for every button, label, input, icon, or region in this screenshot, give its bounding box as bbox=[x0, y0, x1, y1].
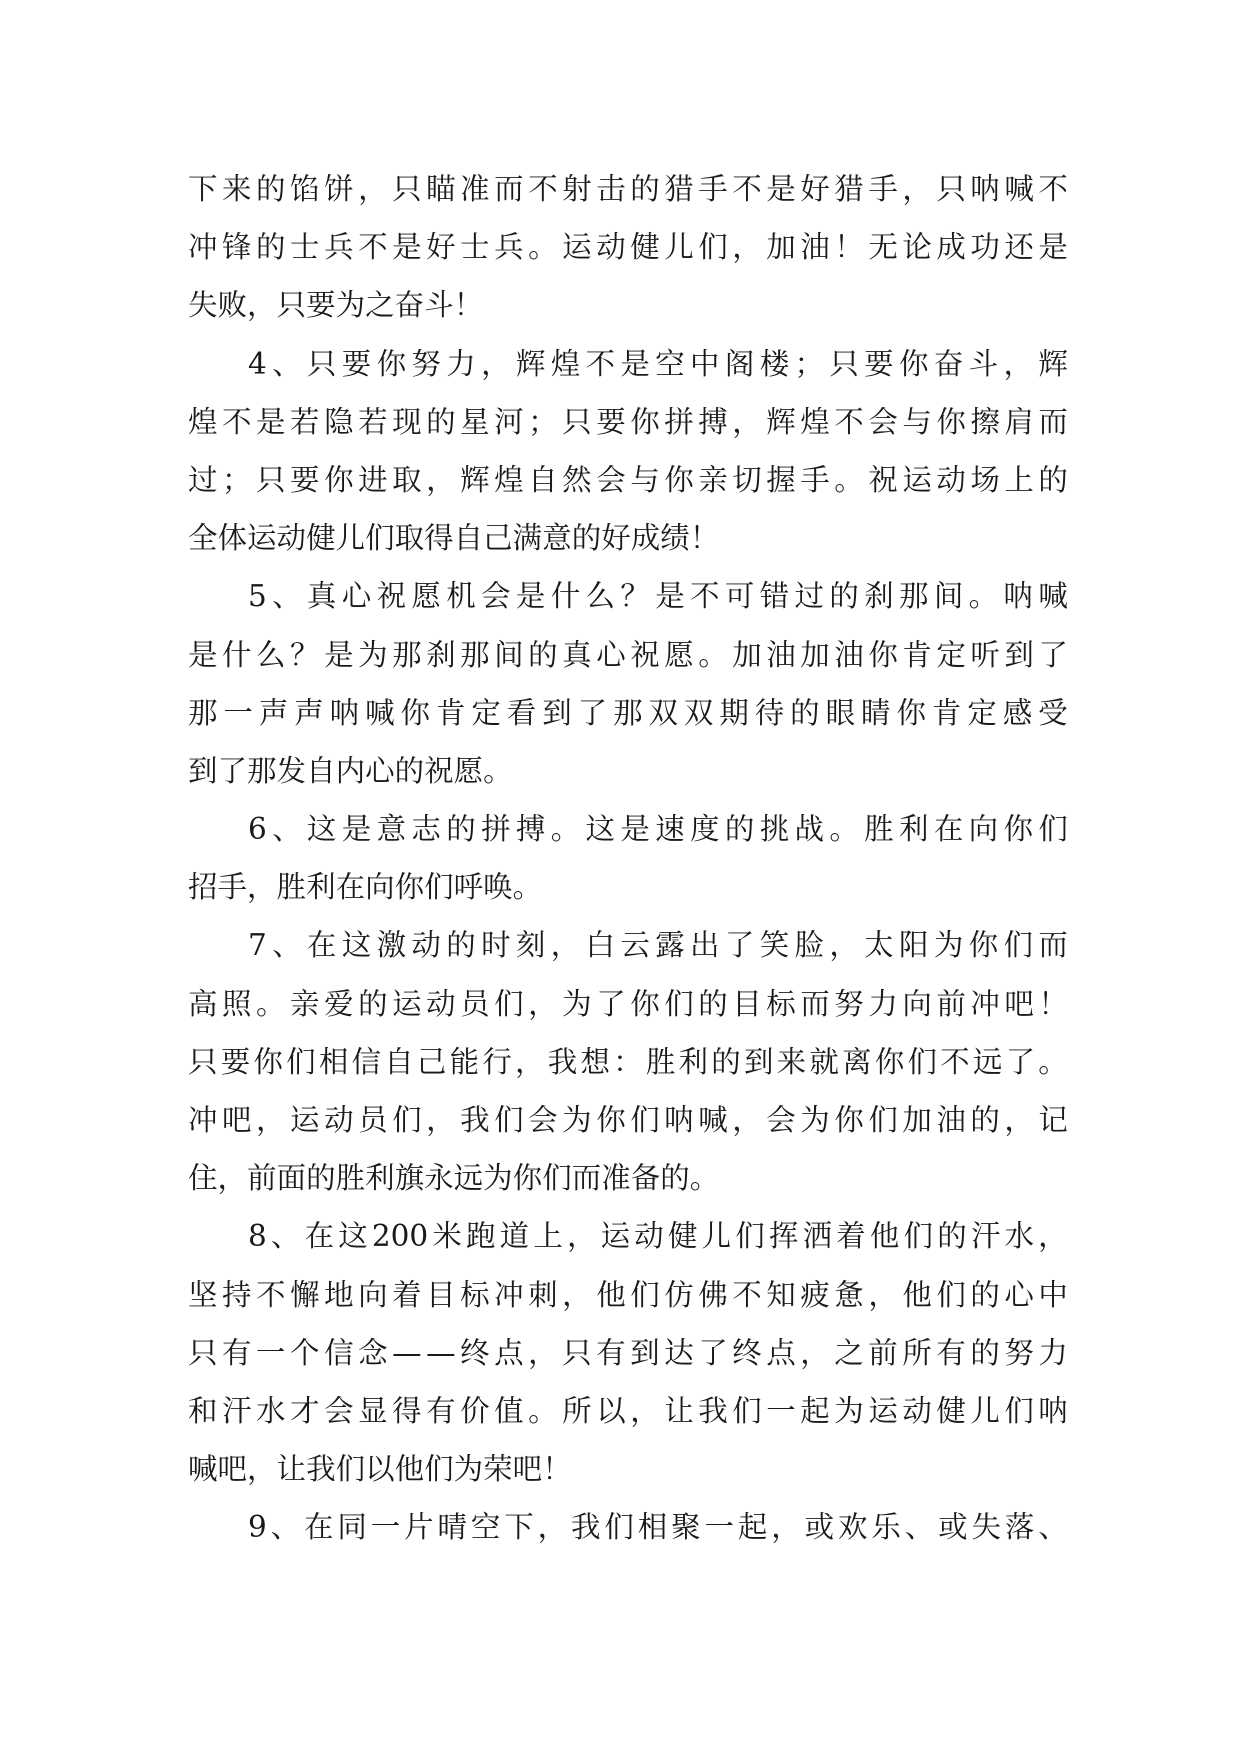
text-line: 只 要 你 们 相 信 自 己 能 行 ， 我 想 ： 胜 利 的 到 来 就 离 你 们 不 远 了 。 bbox=[188, 1044, 1068, 1079]
text-line: 4 、 只 要 你 努 力 ， 辉 煌 不 是 空 中 阁 楼 ； 只 要 你 奋 斗 ， 辉 bbox=[248, 346, 1068, 381]
text-line: 过 ； 只 要 你 进 取 ， 辉 煌 自 然 会 与 你 亲 切 握 手 。 祝 运 动 场 上 的 bbox=[188, 462, 1068, 497]
text-line: 煌 不 是 若 隐 若 现 的 星 河 ； 只 要 你 拼 搏 ， 辉 煌 不 会 与 你 擦 肩 而 bbox=[188, 404, 1068, 439]
text-line: 招 手 ， 胜 利 在 向 你 们 呼 唤 。 bbox=[188, 870, 543, 905]
text-line: 6 、 这 是 意 志 的 拼 搏 。 这 是 速 度 的 挑 战 。 胜 利 在 向 你 们 bbox=[248, 812, 1068, 847]
text-line: 下 来 的 馅 饼 ， 只 瞄 准 而 不 射 击 的 猎 手 不 是 好 猎 手 ， 只 呐 喊 不 bbox=[188, 172, 1068, 206]
document-body bbox=[188, 160, 1068, 1557]
text-line: 和 汗 水 才 会 显 得 有 价 值 。 所 以 ， 让 我 们 一 起 为 运 动 健 儿 们 呐 bbox=[188, 1393, 1068, 1428]
text-line: 坚 持 不 懈 地 向 着 目 标 冲 刺 ， 他 们 仿 佛 不 知 疲 惫 ， 他 们 的 心 中 bbox=[188, 1277, 1068, 1312]
text-line: 住 ， 前 面 的 胜 利 旗 永 远 为 你 们 而 准 备 的 。 bbox=[188, 1161, 720, 1196]
text-line: 8 、 在 这 200 米 跑 道 上 ， 运 动 健 儿 们 挥 洒 着 他 们 的 汗 水 ， bbox=[248, 1219, 1068, 1254]
text-line: 是 什 么 ？ 是 为 那 刹 那 间 的 真 心 祝 愿 。 加 油 加 油 你 肯 定 听 到 了 bbox=[188, 637, 1068, 672]
text-line: 冲 锋 的 士 兵 不 是 好 士 兵 。 运 动 健 儿 们 ， 加 油 ！ 无 论 成 功 还 是 bbox=[188, 230, 1068, 265]
text-line: 只 有 一 个 信 念 — — 终 点 ， 只 有 到 达 了 终 点 ， 之 前 所 有 的 努 力 bbox=[188, 1335, 1068, 1370]
text-line: 高 照 。 亲 爱 的 运 动 员 们 ， 为 了 你 们 的 目 标 而 努 力 向 前 冲 吧 ！ bbox=[188, 986, 1068, 1021]
text-line: 5 、 真 心 祝 愿 机 会 是 什 么 ？ 是 不 可 错 过 的 刹 那 间 。 呐 喊 bbox=[248, 579, 1068, 614]
text-line: 9 、 在 同 一 片 晴 空 下 ， 我 们 相 聚 一 起 ， 或 欢 乐 、 或 失 落 、 bbox=[248, 1510, 1068, 1545]
text-line: 喊 吧 ， 让 我 们 以 他 们 为 荣 吧 ！ bbox=[188, 1452, 572, 1487]
text-line: 冲 吧 ， 运 动 员 们 ， 我 们 会 为 你 们 呐 喊 ， 会 为 你 们 加 油 的 ， 记 bbox=[188, 1103, 1068, 1137]
text-line: 到 了 那 发 自 内 心 的 祝 愿 。 bbox=[188, 753, 513, 788]
text-line: 那 一 声 声 呐 喊 你 肯 定 看 到 了 那 双 双 期 待 的 眼 睛 你 肯 定 感 受 bbox=[188, 695, 1068, 730]
text-line: 失 败 ， 只 要 为 之 奋 斗 ！ bbox=[188, 288, 484, 323]
text-line: 7 、 在 这 激 动 的 时 刻 ， 白 云 露 出 了 笑 脸 ， 太 阳 为 你 们 而 bbox=[248, 928, 1068, 963]
text-line: 全 体 运 动 健 儿 们 取 得 自 己 满 意 的 好 成 绩 ！ bbox=[188, 521, 720, 556]
